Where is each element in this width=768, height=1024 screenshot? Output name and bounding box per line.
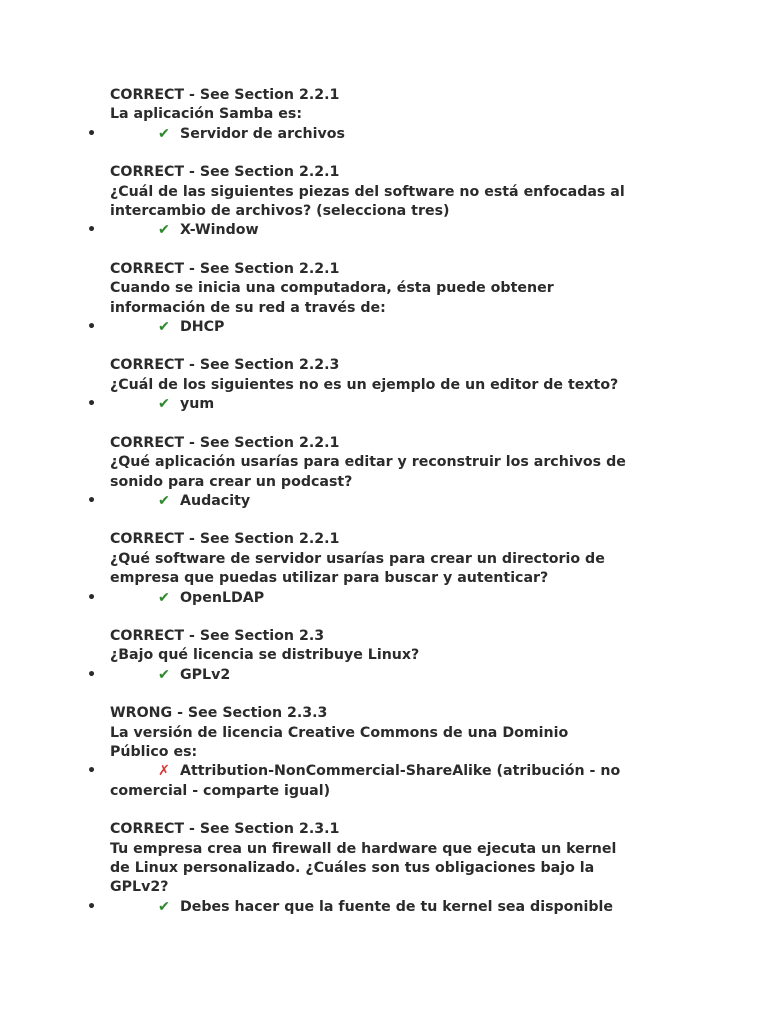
answer-text: OpenLDAP [180,589,265,606]
answer-item [0,898,768,917]
question-text: ¿Qué aplicación usarías para editar y reconstruir los archivos de [110,454,626,471]
question-header [0,86,768,105]
result-status: CORRECT [110,164,185,181]
result-status: CORRECT [110,531,185,548]
question-block [0,434,768,512]
answer-text: DHCP [180,319,225,336]
question-text: ¿Cuál de las siguientes piezas del software no está enfocadas al [110,183,625,200]
checkmark-icon: ✔ [158,492,170,509]
result-status: CORRECT [110,627,185,644]
question-header [0,820,768,839]
answer-item [0,125,768,144]
section-reference: - See Section 2.2.1 [184,531,340,548]
bullet-icon: • [87,666,97,683]
answer-item [0,318,768,337]
checkmark-icon: ✔ [158,666,170,683]
section-reference: - See Section 2.2.1 [184,164,340,181]
question-header [0,530,768,549]
cross-icon: ✗ [158,763,170,780]
result-status: CORRECT [110,357,185,374]
question-text: ¿Bajo qué licencia se distribuye Linux? [110,647,420,664]
bullet-icon: • [87,589,97,606]
result-status: CORRECT [110,821,185,838]
answer-text: Debes hacer que la fuente de tu kernel sea disponible [180,898,614,915]
question-block [0,163,768,241]
section-reference: - See Section 2.2.3 [184,357,340,374]
question-header [0,627,768,646]
question-text: Público es: [110,743,198,760]
question-text: empresa que puedas utilizar para buscar y autenticar? [110,570,549,587]
bullet-icon: • [87,125,97,142]
answer-item [0,589,768,608]
question-block [0,530,768,608]
question-header [0,704,768,723]
checkmark-icon: ✔ [158,125,170,142]
answer-item [0,666,768,685]
question-header [0,434,768,453]
question-text: información de su red a través de: [110,299,386,316]
question-text: La versión de licencia Creative Commons de una Dominio [110,724,569,741]
question-header [0,163,768,182]
answer-text: comercial - comparte igual) [110,782,331,799]
question-header [0,260,768,279]
bullet-icon: • [87,763,97,780]
question-block [0,820,768,917]
question-block [0,86,768,144]
section-reference: - See Section 2.2.1 [184,260,340,277]
result-status: CORRECT [110,434,185,451]
checkmark-icon: ✔ [158,898,170,915]
checkmark-icon: ✔ [158,589,170,606]
bullet-icon: • [87,492,97,509]
answer-item [0,762,768,781]
bullet-icon: • [87,319,97,336]
question-header [0,356,768,375]
question-block [0,627,768,685]
answer-text: X-Window [180,222,259,239]
checkmark-icon: ✔ [158,396,170,413]
question-block [0,704,768,801]
quiz-results [0,86,768,936]
answer-item [0,782,768,801]
checkmark-icon: ✔ [158,222,170,239]
question-text: de Linux personalizado. ¿Cuáles son tus obligaciones bajo la [110,860,595,876]
bullet-icon: • [87,898,97,915]
question-block [0,260,768,338]
section-reference: - See Section 2.2.1 [184,87,340,103]
answer-item [0,395,768,414]
bullet-icon: • [87,396,97,413]
question-text: ¿Qué software de servidor usarías para crear un directorio de [110,550,605,567]
answer-text: GPLv2 [180,666,231,683]
answer-item [0,221,768,240]
answer-text: Attribution-NonCommercial-ShareAlike (atribución - no [180,763,621,780]
result-status: CORRECT [110,260,185,277]
question-text: La aplicación Samba es: [110,106,303,123]
checkmark-icon: ✔ [158,319,170,336]
answer-text: yum [180,396,215,413]
result-status: WRONG [110,705,173,722]
result-status: CORRECT [110,87,185,103]
question-text: ¿Cuál de los siguientes no es un ejemplo de un editor de texto? [110,376,619,393]
question-text: GPLv2? [110,879,169,896]
section-reference: - See Section 2.2.1 [184,434,340,451]
answer-item [0,492,768,511]
answer-text: Audacity [180,492,251,509]
answer-text: Servidor de archivos [180,125,345,142]
question-text: Tu empresa crea un firewall de hardware que ejecuta un kernel [110,840,617,857]
question-text: sonido para crear un podcast? [110,473,353,490]
question-block [0,356,768,414]
section-reference: - See Section 2.3 [184,627,325,644]
bullet-icon: • [87,222,97,239]
question-text: Cuando se inicia una computadora, ésta puede obtener [110,280,554,297]
question-text: intercambio de archivos? (selecciona tres) [110,203,450,220]
section-reference: - See Section 2.3.1 [184,821,340,838]
section-reference: - See Section 2.3.3 [172,705,328,722]
